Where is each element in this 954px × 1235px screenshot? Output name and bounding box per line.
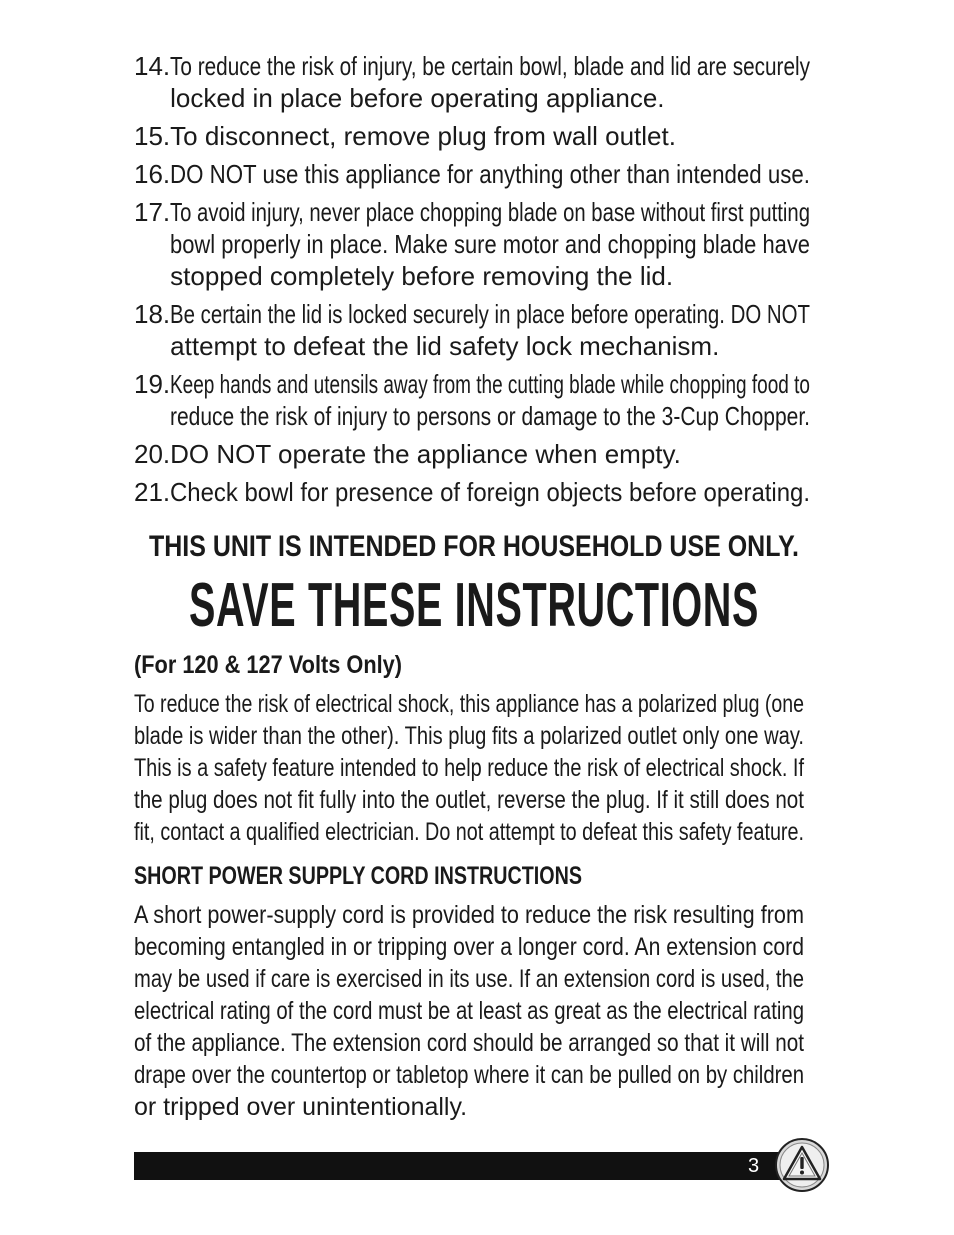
paragraph-line: This is a safety feature intended to help reduce the risk of electrical shock. If bbox=[134, 754, 804, 782]
paragraph-line: fit, contact a qualified electrician. Do not attempt to defeat this safety feature. bbox=[134, 818, 804, 846]
instruction-text bbox=[170, 298, 814, 362]
instruction-number: 15. bbox=[134, 121, 171, 151]
instruction-line: Be certain the lid is locked securely in place before operating. DO NOT bbox=[170, 299, 811, 329]
paragraph-line: the plug does not fit fully into the outlet, reverse the plug. If it still does not bbox=[134, 786, 804, 814]
instruction-text bbox=[170, 368, 814, 432]
instruction-line: attempt to defeat the lid safety lock mechanism. bbox=[170, 331, 720, 361]
cord-instructions-paragraph bbox=[134, 899, 814, 1123]
cord-instructions-heading: SHORT POWER SUPPLY CORD INSTRUCTIONS bbox=[134, 862, 582, 890]
household-use-notice: THIS UNIT IS INTENDED FOR HOUSEHOLD USE ONLY. bbox=[149, 530, 799, 563]
paragraph-line: A short power-supply cord is provided to reduce the risk resulting from bbox=[134, 901, 804, 929]
polarized-plug-paragraph bbox=[134, 688, 814, 848]
instruction-number: 16. bbox=[134, 159, 171, 189]
paragraph-line: may be used if care is exercised in its use. If an extension cord is used, the bbox=[134, 965, 804, 993]
paragraph-line: becoming entangled in or tripping over a longer cord. An extension cord bbox=[134, 933, 804, 961]
instruction-line: Keep hands and utensils away from the cutting blade while chopping food to bbox=[170, 369, 811, 399]
instruction-item bbox=[134, 158, 814, 190]
instruction-line: To disconnect, remove plug from wall outlet. bbox=[170, 121, 676, 151]
instruction-line: locked in place before operating appliance. bbox=[170, 83, 665, 113]
instruction-line: DO NOT operate the appliance when empty. bbox=[170, 439, 681, 469]
paragraph-line: To reduce the risk of electrical shock, this appliance has a polarized plug (one bbox=[134, 690, 804, 718]
instruction-line: To avoid injury, never place chopping blade on base without first putting bbox=[170, 197, 811, 227]
save-instructions-heading: SAVE THESE INSTRUCTIONS bbox=[189, 571, 759, 640]
instruction-line: DO NOT use this appliance for anything other than intended use. bbox=[170, 159, 811, 189]
instruction-line: To reduce the risk of injury, be certain bowl, blade and lid are securely bbox=[170, 51, 811, 81]
instruction-text bbox=[170, 158, 814, 190]
footer-bar bbox=[134, 1152, 784, 1180]
instruction-number: 17. bbox=[134, 197, 171, 227]
instruction-item bbox=[134, 196, 814, 292]
instruction-number: 21. bbox=[134, 477, 171, 507]
instruction-number: 19. bbox=[134, 369, 171, 399]
instruction-line: bowl properly in place. Make sure motor and chopping blade have bbox=[170, 229, 811, 259]
instruction-line: stopped completely before removing the lid. bbox=[170, 261, 674, 291]
instruction-item bbox=[134, 368, 814, 432]
instruction-line: Check bowl for presence of foreign objects before operating. bbox=[170, 477, 811, 507]
instruction-text bbox=[170, 438, 814, 470]
paragraph-line: electrical rating of the cord must be at least as great as the electrical rating bbox=[134, 997, 804, 1025]
instruction-text bbox=[170, 476, 814, 508]
paragraph-line: blade is wider than the other). This plug fits a polarized outlet only one way. bbox=[134, 722, 804, 750]
instruction-line: reduce the risk of injury to persons or damage to the 3-Cup Chopper. bbox=[170, 401, 811, 431]
polarized-plug-heading: (For 120 & 127 Volts Only) bbox=[134, 651, 402, 679]
instruction-item bbox=[134, 50, 814, 114]
instruction-item bbox=[134, 438, 814, 470]
safety-instructions-list bbox=[134, 50, 814, 508]
instruction-item bbox=[134, 476, 814, 508]
instruction-number: 18. bbox=[134, 299, 171, 329]
page-number: 3 bbox=[748, 1155, 760, 1177]
instruction-number: 20. bbox=[134, 439, 171, 469]
paragraph-line: or tripped over unintentionally. bbox=[134, 1093, 468, 1121]
instruction-text bbox=[170, 120, 814, 152]
paragraph-line: drape over the countertop or tabletop where it can be pulled on by children bbox=[134, 1061, 804, 1089]
instruction-text bbox=[170, 50, 814, 114]
document-page bbox=[134, 50, 814, 1123]
instruction-item bbox=[134, 298, 814, 362]
instruction-number: 14. bbox=[134, 51, 171, 81]
instruction-item bbox=[134, 120, 814, 152]
paragraph-line: of the appliance. The extension cord should be arranged so that it will not bbox=[134, 1029, 804, 1057]
instruction-text bbox=[170, 196, 814, 292]
warning-triangle-icon bbox=[774, 1137, 830, 1193]
